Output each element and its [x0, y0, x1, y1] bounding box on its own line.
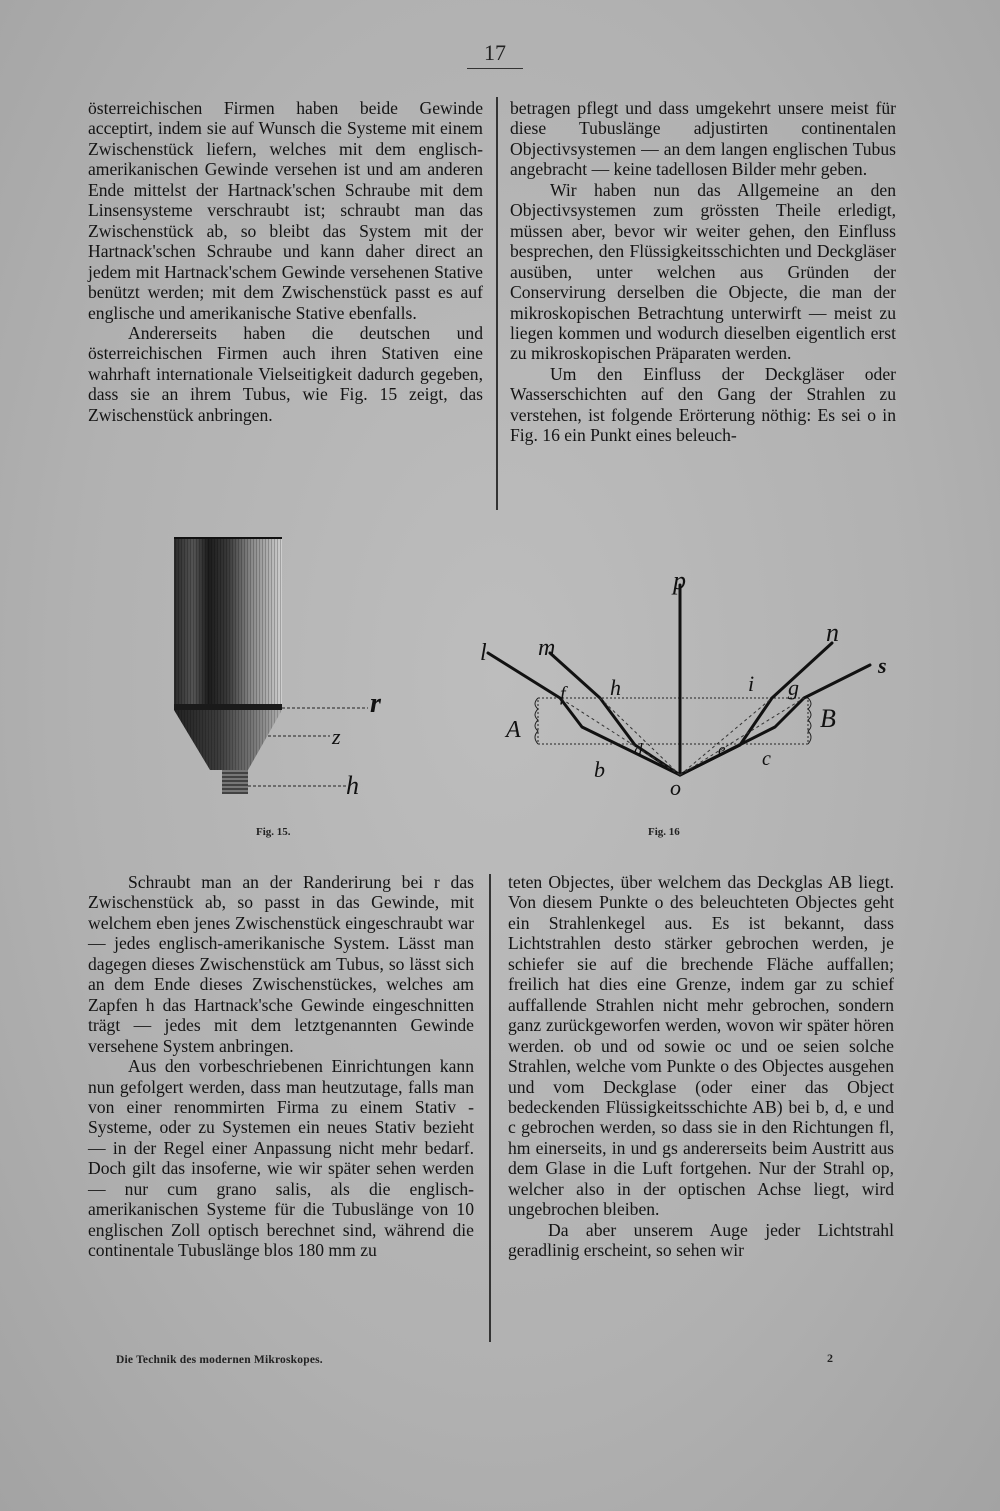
- text-column-bottom-left: [88, 872, 474, 1261]
- figure-15-caption: Fig. 15.: [256, 826, 291, 838]
- label-h: h: [346, 771, 359, 800]
- figure-15-tube-adapter: [160, 530, 400, 805]
- label-s: s: [878, 653, 887, 678]
- text-column-bottom-right: [508, 872, 894, 1261]
- paragraph: Um den Einfluss der Deckgläser oder Wasserschichten auf den Gang der Strahlen zu verstehen, ist folgende Erörterung nöthig: Es sei o in Fig. 16 ein Punkt eines beleuch-: [510, 363, 896, 446]
- label-B: B: [820, 704, 836, 733]
- figure-16-refraction-diagram: [470, 555, 910, 805]
- paragraph: Aus den vorbeschriebenen Einrichtungen kann nun gefolgert werden, dass man heutzutage, falls man von einer renommirten Firma zu einem Stativ - Systeme, oder zu Systemen ein neues Stativ bezieht — in der Regel einer Anpassung nicht mehr bedarf. Doch gilt das insoferne, wie wir später sehen werden — nur cum grano salis, als die englisch-amerikanischen Systeme für die Tubuslänge von 10 englischen Zoll optisch berechnet sind, während die continentale Tubuslänge blos 180 mm zu: [88, 1056, 474, 1261]
- book-title-footer: Die Technik des modernen Mikroskopes.: [116, 1354, 323, 1366]
- paragraph: teten Objectes, über welchem das Deckglas AB liegt. Von diesem Punkte o des beleuchteten Objectes geht ein Strahlenkegel aus. Es ist bekannt, dass Lichtstrahlen desto stärker gebrochen werden, je schiefer sie auf die brechende Fläche auffallen; freilich hat dies eine Grenze, indem gar zu schief auffallende Strahlen nicht mehr gebrochen, sondern ganz zurückgeworfen werden, wovon wir später hören werden. ob und od sowie oc und oe seien solche Strahlen, welche vom Punkte o des Objectes ausgehen und vom Deckglase (oder einer das Object bedeckenden Flüssigkeitsschichte AB) bei b, d, e und c gebrochen werden, so dass sie in den Richtungen fl, hm einerseits, in und gs andererseits beim Austritt aus dem Glase in die Luft fortgehen. Nur der Strahl op, welcher also in der optischen Achse liegt, wird ungebrochen bleiben.: [508, 872, 894, 1220]
- paragraph: Andererseits haben die deutschen und österreichischen Firmen auch ihren Stativen eine wahrhaft internationale Vielseitigkeit dadurch gegeben, dass sie an ihrem Tubus, wie Fig. 15 zeigt, das Zwischenstück anbringen.: [88, 322, 483, 425]
- label-r: r: [370, 688, 381, 719]
- label-d: d: [634, 740, 643, 759]
- label-f: f: [560, 683, 566, 705]
- label-p: p: [673, 566, 686, 595]
- label-i: i: [748, 671, 755, 696]
- paragraph: betragen pflegt und dass umgekehrt unsere meist für diese Tubuslänge adjustirten continentalen Objectivsystemen — an dem langen englischen Tubus angebracht — keine tadellosen Bilder mehr geben.: [510, 98, 896, 180]
- label-b: b: [594, 757, 605, 782]
- label-n: n: [826, 618, 839, 647]
- label-z: z: [332, 724, 341, 749]
- paragraph: österreichischen Firmen haben beide Gewinde acceptirt, indem sie auf Wunsch die Systeme mit einem Zwischenstück liefern, welches mit dem englisch-amerikanischen Gewinde versehen ist und am anderen Ende mittelst der Hartnack'schen Schraube mit dem Linsensysteme verschraubt ist; schraubt man das Zwischenstück ab, so bleibt das System mit der Hartnack'schen Schraube und kann daher direct an jedem mit Hartnack'schem Gewinde versehenen Stative benützt werden; mit dem Zwischenstück passt es auf englische und amerikanische Stative ebenfalls.: [88, 98, 483, 323]
- figure-16-caption: Fig. 16: [648, 826, 680, 838]
- column-divider: [489, 874, 491, 1342]
- label-g: g: [788, 675, 799, 700]
- label-e: e: [718, 740, 726, 759]
- paragraph: Da aber unserem Auge jeder Lichtstrahl geradlinig erscheint, so sehen wir: [508, 1219, 894, 1261]
- knurled-ring: [174, 704, 282, 710]
- page-number: 17: [467, 40, 523, 69]
- text-column-top-right: [510, 98, 896, 446]
- label-o: o: [670, 775, 681, 800]
- label-h: h: [610, 675, 621, 700]
- label-A: A: [506, 717, 521, 743]
- label-l: l: [480, 640, 487, 666]
- paragraph: Schraubt man an der Randerirung bei r das Zwischenstück ab, so passt in das Gewinde, mit welchem eben jenes Zwischenstück eingeschraubt war — jedes englisch-amerikanische System. Lässt man dagegen dieses Zwischenstück am Tubus, so lässt sich an dem Ende dieses Zwischenstückes, welches am Zapfen h das Hartnack'sche Gewinde eingeschnitten trägt — jedes mit dem letztgenannten Gewinde versehene System anbringen.: [88, 872, 474, 1056]
- label-m: m: [538, 635, 556, 661]
- text-column-top-left: [88, 98, 483, 425]
- signature-mark: 2: [827, 1351, 833, 1365]
- label-c: c: [762, 748, 771, 770]
- paragraph: Wir haben nun das Allgemeine an den Objectivsystemen zum grössten Theile erledigt, müssen aber, bevor wir weiter gehen, den Einfluss besprechen, den Flüssigkeitsschichten und Deckgläser ausüben, unter welchen aus Gründen der Conservirung derselben die Objecte, die man der mikroskopischen Betrachtung unterwirft — meist zu liegen kommen und wodurch dieselben eigentlich erst zu mikroskopischen Präparaten werden.: [510, 179, 896, 364]
- column-divider: [496, 97, 498, 510]
